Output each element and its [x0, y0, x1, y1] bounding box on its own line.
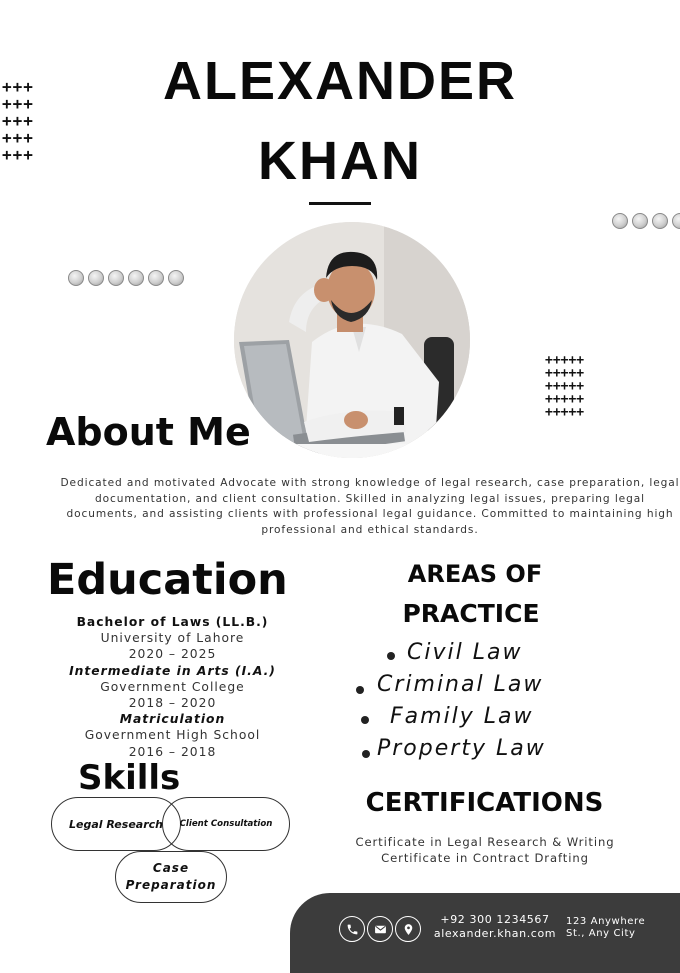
- dot: [652, 213, 668, 229]
- dot: [672, 213, 680, 229]
- name-underline: [309, 202, 371, 205]
- name-last-line: KHAN: [258, 131, 422, 191]
- practice-item: Civil Law: [407, 640, 523, 665]
- email-icon[interactable]: [367, 916, 393, 942]
- contact-phone[interactable]: +92 300 1234567: [440, 913, 550, 926]
- plus-row: +++: [2, 77, 34, 96]
- education-school: Government College: [100, 679, 245, 694]
- plus-row: +++++: [545, 366, 585, 381]
- plus-grid-right: [545, 354, 584, 419]
- plus-row: +++: [2, 128, 34, 147]
- profile-photo-illustration: [234, 222, 470, 458]
- phone-icon[interactable]: [339, 916, 365, 942]
- skill-pill-client-consultation: Client Consultation: [162, 797, 290, 851]
- profile-photo: [234, 222, 470, 458]
- dots-decoration-left: [68, 270, 184, 286]
- bullet-icon: [387, 652, 395, 660]
- dots-decoration-right: [612, 213, 680, 229]
- certification-item: Certificate in Contract Drafting: [381, 851, 589, 865]
- dot: [148, 270, 164, 286]
- education-years: 2018 – 2020: [128, 696, 217, 711]
- bullet-icon: [362, 750, 370, 758]
- plus-row: +++: [2, 94, 34, 113]
- certifications-list: [355, 834, 615, 866]
- contact-email[interactable]: alexander.khan.com: [433, 927, 557, 940]
- education-years: 2016 – 2018: [128, 744, 217, 759]
- practice-heading-line1: AREAS OF: [407, 560, 543, 588]
- practice-item: Criminal Law: [377, 672, 544, 697]
- plus-row: +++++: [545, 379, 585, 394]
- education-school: University of Lahore: [100, 631, 245, 646]
- dot: [108, 270, 124, 286]
- location-icon[interactable]: [395, 916, 421, 942]
- certification-item: Certificate in Legal Research & Writing: [355, 835, 615, 849]
- address-line: St., Any City: [566, 928, 636, 939]
- plus-row: +++++: [545, 353, 585, 368]
- practice-item: Family Law: [390, 704, 534, 729]
- dot: [128, 270, 144, 286]
- dot: [88, 270, 104, 286]
- dot: [168, 270, 184, 286]
- contact-icons: [339, 916, 421, 942]
- education-degree: Matriculation: [119, 712, 226, 727]
- practice-heading-line2: PRACTICE: [402, 599, 540, 628]
- education-list: [40, 614, 305, 760]
- address-line: 123 Anywhere: [566, 916, 646, 927]
- practice-item: Property Law: [377, 736, 546, 761]
- contact-address: [566, 916, 645, 940]
- education-degree: Intermediate in Arts (I.A.): [69, 663, 276, 678]
- plus-row: +++++: [545, 392, 585, 407]
- about-text: Dedicated and motivated Advocate with strong knowledge of legal research, case preparation, legal documentation, and client consultation. Skilled in analyzing legal issues, preparing legal documents, and assisting clients with professional legal guidance. Committed to maintaining high professional and ethical standards.: [60, 477, 680, 536]
- plus-grid-left: [2, 78, 34, 163]
- plus-row: +++: [2, 111, 34, 130]
- education-heading: Education: [47, 555, 288, 605]
- education-school: Government High School: [84, 728, 261, 743]
- skill-pill-case-preparation: Case Preparation: [115, 851, 227, 903]
- about-heading: About Me: [46, 410, 251, 454]
- skill-pill-legal-research: Legal Research: [51, 797, 181, 851]
- bullet-icon: [356, 686, 364, 694]
- dot: [612, 213, 628, 229]
- plus-row: +++++: [545, 405, 585, 420]
- dot: [68, 270, 84, 286]
- plus-row: +++: [2, 145, 34, 164]
- education-degree: Bachelor of Laws (LL.B.): [76, 615, 269, 629]
- education-years: 2020 – 2025: [128, 647, 217, 662]
- skills-heading: Skills: [78, 758, 181, 798]
- certifications-heading: CERTIFICATIONS: [365, 788, 604, 818]
- dot: [632, 213, 648, 229]
- name-first-line: ALEXANDER: [162, 51, 518, 111]
- bullet-icon: [361, 716, 369, 724]
